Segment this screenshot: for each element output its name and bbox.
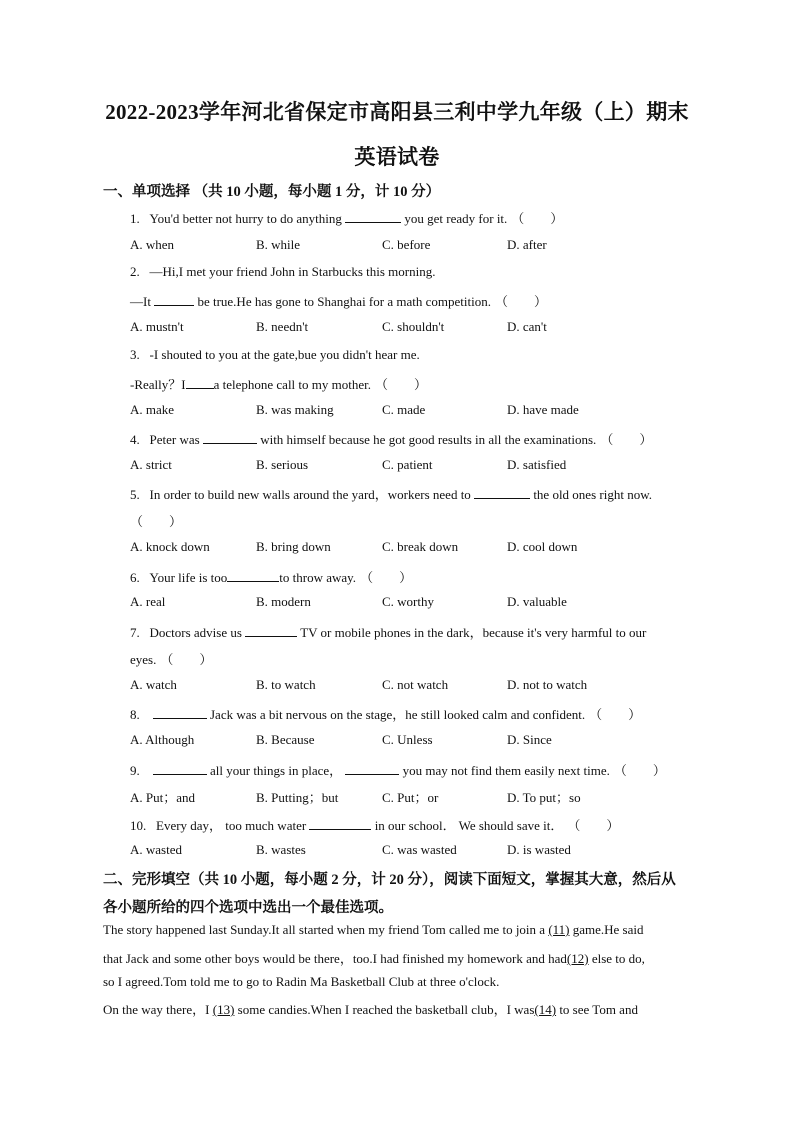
question-7-line2: eyes. （ ）: [130, 652, 213, 667]
option-5b: B. bring down: [256, 539, 331, 554]
exam-title-line2: 英语试卷: [354, 145, 440, 169]
section-heading-cloze-line2: 各小题所给的四个选项中选出一个最佳选项。: [103, 900, 393, 916]
passage-line-1: The story happened last Sunday.It all started when my friend Tom called me to join a (11) game.He said: [103, 922, 644, 937]
question-3-line1: 3. -I shouted to you at the gate,bue you didn't hear me.: [130, 347, 420, 362]
option-6c: C. worthy: [382, 594, 434, 609]
option-9d: D. To put；so: [507, 790, 581, 805]
option-3b: B. was making: [256, 402, 334, 417]
question-9: 9. all your things in place， you may not find them easily next time. （ ）: [130, 763, 666, 778]
option-5c: C. break down: [382, 539, 459, 554]
option-7b: B. to watch: [256, 677, 316, 692]
option-5d: D. cool down: [507, 539, 578, 554]
option-2c: C. shouldn't: [382, 319, 445, 334]
question-6: 6. Your life is too to throw away. （ ）: [130, 570, 413, 585]
option-7a: A. watch: [130, 677, 177, 692]
option-1b: B. while: [256, 237, 301, 252]
option-4c: C. patient: [382, 457, 433, 472]
option-8a: A. Although: [130, 732, 195, 747]
option-8b: B. Because: [256, 732, 315, 747]
option-10c: C. was wasted: [382, 842, 457, 857]
option-9b: B. Putting；but: [256, 790, 339, 805]
question-2-line1: 2. —Hi,I met your friend John in Starbucks this morning.: [130, 264, 436, 279]
option-4b: B. serious: [256, 457, 308, 472]
option-3a: A. make: [130, 402, 175, 417]
option-4a: A. strict: [130, 457, 172, 472]
option-3d: D. have made: [507, 402, 579, 417]
option-2a: A. mustn't: [130, 319, 184, 334]
option-1c: C. before: [382, 237, 431, 252]
option-7d: D. not to watch: [507, 677, 588, 692]
option-7c: C. not watch: [382, 677, 449, 692]
question-2-line2: —It be true.He has gone to Shanghai for a math competition. （ ）: [130, 294, 547, 309]
passage-line-3: so I agreed.Tom told me to go to Radin Ma Basketball Club at three o'clock.: [103, 974, 500, 989]
question-3-line2: -Really？I a telephone call to my mother. （ ）: [130, 377, 428, 392]
option-8c: C. Unless: [382, 732, 433, 747]
question-8: 8. Jack was a bit nervous on the stage，he still looked calm and confident. （ ）: [130, 707, 642, 722]
option-10b: B. wastes: [256, 842, 306, 857]
option-2d: D. can't: [507, 319, 547, 334]
option-1d: D. after: [507, 237, 547, 252]
option-4d: D. satisfied: [507, 457, 567, 472]
option-1a: A. when: [130, 237, 175, 252]
section-heading-cloze-line1: 二、完形填空（共 10 小题，每小题 2 分，计 20 分），阅读下面短文，掌握其大意，然后从: [103, 872, 676, 888]
option-9c: C. Put；or: [382, 790, 439, 805]
option-6b: B. modern: [256, 594, 311, 609]
question-4: 4. Peter was with himself because he got good results in all the examinations. （ ）: [130, 432, 653, 447]
section-heading-single-choice: 一、单项选择 （共 10 小题，每小题 1 分，计 10 分）: [103, 184, 441, 200]
question-1: 1. You'd better not hurry to do anything you get ready for it. （ ）: [130, 211, 564, 226]
option-9a: A. Put；and: [130, 790, 196, 805]
option-5a: A. knock down: [130, 539, 210, 554]
option-10a: A. wasted: [130, 842, 182, 857]
passage-line-4: On the way there，I (13) some candies.When I reached the basketball club，I was(14) to see Tom and: [103, 1002, 638, 1017]
option-3c: C. made: [382, 402, 426, 417]
question-10: 10. Every day， too much water in our school． We should save it． （ ）: [130, 818, 620, 833]
option-6a: A. real: [130, 594, 166, 609]
question-5-paren: （ ）: [130, 514, 183, 529]
option-8d: D. Since: [507, 732, 552, 747]
option-2b: B. needn't: [256, 319, 309, 334]
question-7-line1: 7. Doctors advise us TV or mobile phones in the dark，because it's very harmful to our: [130, 625, 647, 640]
question-5-line1: 5. In order to build new walls around the yard，workers need to the old ones right now.: [130, 487, 652, 502]
exam-title-line1: 2022-2023学年河北省保定市高阳县三利中学九年级（上）期末: [105, 100, 689, 124]
option-6d: D. valuable: [507, 594, 567, 609]
option-10d: D. is wasted: [507, 842, 571, 857]
passage-line-2: that Jack and some other boys would be there，too.I had finished my homework and had(12) else to do,: [103, 951, 645, 966]
